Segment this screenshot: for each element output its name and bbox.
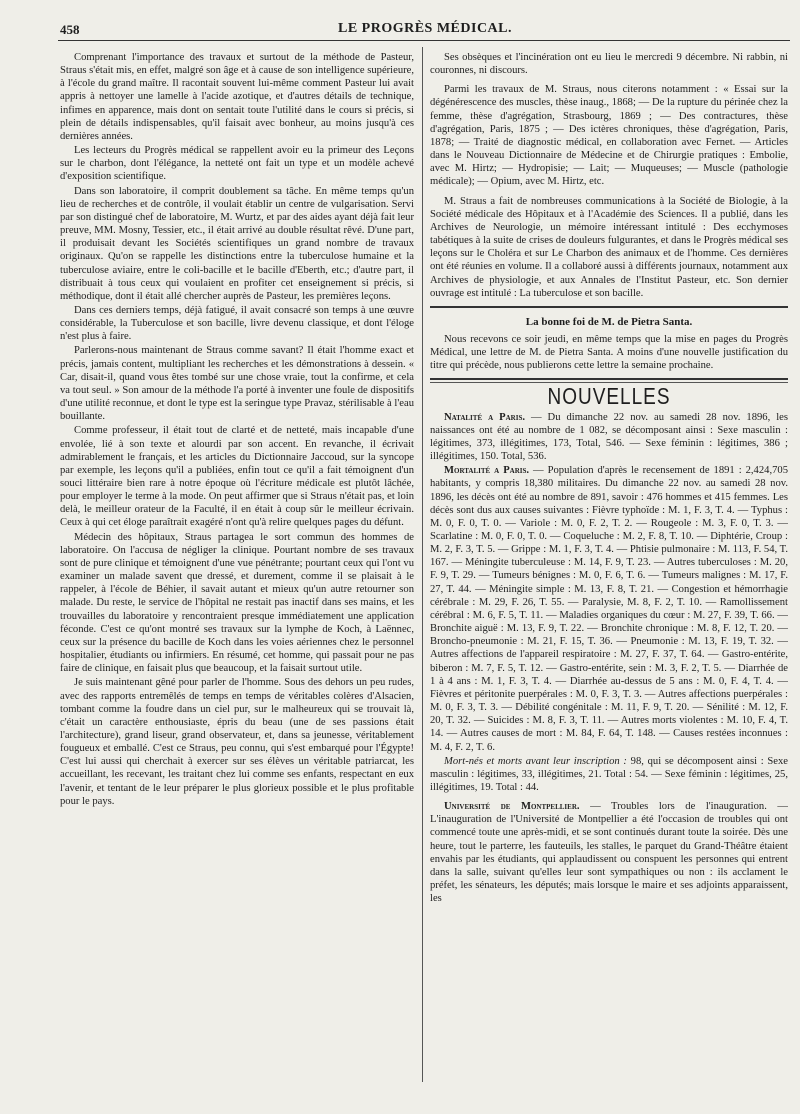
paragraph: M. Straus a fait de nombreuses communications à la Société de Biologie, à la Société médicale des Hôpitaux et à l'Académie des Sciences. Il a publié, dans les Archives de Neurologie, un mémoire intéressant intitulé : Des ecchymoses tabétiques à la suite de crises de douleurs fulgurantes, et dans le Progrès médical ses leçons sur le Choléra et sur Le Charbon des animaux et de l'homme. Ces dernières ont été réunies en volume. Il a collaboré aussi à différents journaux, notamment aux Archives de physiologie, et aux Annales de l'Institut Pasteur, etc. Son dernier ouvrage est intitulé : La tuberculose et son bacille. <box>430 195 788 299</box>
header-rule <box>58 40 790 41</box>
news-text: — Du dimanche 22 nov. au samedi 28 nov. 1896, les naissances ont été au nombre de 1 082, se décomposant ainsi : Sexe masculin : légitimes, 373, illégitimes, 173, Total, 546. — Sexe féminin : légitimes, 386 ; illégitimes, 150. Total, 536. <box>430 411 788 463</box>
page-number: 458 <box>60 22 80 37</box>
paragraph: Médecin des hôpitaux, Straus partagea le sort commun des hommes de laboratoire. On l'accusa de négliger la clinique. Pourtant nombre de ses travaux sont de pure clinique et témoignent d'une vue pénétrante; pourtant ceux qui l'ont vu examiner un malade savent que dressé, et durement, comme il se plaisait à le rappeler, à l'école de Béhier, il savait autant et mieux qu'un autre retourner son malade. Du reste, le service de l'hôpital ne restait pas inactif dans ses mains, et les trouvailles du laboratoire y rencontraient presque immédiatement une application féconde. C'est ce qu'ont montré ses travaux sur la lymphe de Koch, à Laënnec, ceux sur la présence du bacille de Koch dans les voies aériennes chez le personnel hospitalier, étudiants ou infirmiers. En résumé, cet homme, qui passait pour ne pas faire de clinique, en faisait plus que beaucoup, et la faisait surtout utile. <box>60 531 414 675</box>
news-label: Natalité a Paris. <box>444 411 525 423</box>
news-text: 98, qui se décomposent ainsi : Sexe masculin : légitimes, 33, illégitimes, 21. Total : 54. — Sexe féminin : légitimes, 25, illégitimes, 19. Total : 44. <box>430 755 788 793</box>
journal-title: LE PROGRÈS MÉDICAL. <box>337 21 513 36</box>
section-rule <box>430 382 788 383</box>
paragraph: Comprenant l'importance des travaux et surtout de la méthode de Pasteur, Straus s'était mis, en effet, malgré son âge et à cause de son intelligence supérieure, à l'école du grand maître. Il racontait souvent lui-même comment Pasteur lui avait appris à nettoyer une lamelle à l'acide azotique, et d'autres détails de technique, infimes en apparence, mais dont on sentait toute l'utilité dans le cours si précis, si plein de détails indispensables, qu'il faisait avec bonheur, au moins jusqu'à ces dernières années. <box>60 52 414 142</box>
section-rule <box>430 306 788 308</box>
paragraph: Les lecteurs du Progrès médical se rappellent avoir eu la primeur des Leçons sur le charbon, dont l'élégance, la netteté ont fait un type et un modèle achevé d'exposition scientifique. <box>60 145 414 183</box>
paragraph: Parmi les travaux de M. Straus, nous citerons notamment : « Essai sur la dégénérescence des muscles, thèse inaug., 1868; — De la rupture du périnée chez la femme, thèse d'agrégation, Strasbourg, 1869 ; — Des contractures, thèse d'agrégation, Paris, 1875 ; — Des ictères chroniques, thèse d'agrégation, Paris, 1878; — Traité de diagnostic médical, en collaboration avec Fernet. — Articles dans le Nouveau Dictionnaire de Médecine et de Chirurgie pratiques : Embolie, avec M. Hirtz; — Hydropisie; — Lait; — Muqueuses; — Muscle (pathologie médicale); — Opium, avec M. Hirtz, etc. <box>430 84 788 188</box>
paragraph: Comme professeur, il était tout de clarté et de netteté, mais incapable d'une envolée, lié à son texte et alourdi par son accent. En revanche, il écrivait admirablement le français, et les articles du Dictionnaire Jaccoud, sur la syncope par exemple, les leçons qu'il a publiées, enfin tout ce qu'il a fait témoignent d'un souci littéraire bien rare à notre époque où l'écriture médicale est plutôt lâchée, pour employer le terme à la mode. On peut affirmer que si Straus n'était pas, et loin delà, le meilleur orateur de la Faculté, il en était à coup sûr le meilleur écrivain. Ceux à qui cet éloge paraîtrait exagéré n'ont qu'à relire quelques pages du défunt. <box>60 425 414 529</box>
news-text: — Population d'après le recensement de 1891 : 2,424,705 habitants, y compris 18,380 militaires. Du dimanche 22 nov. au samedi 28 nov. 1896, les décès ont été au nombre de 891, savoir : 476 hommes et 415 femmes. Les décès sont dus aux causes suivantes : Fièvre typhoïde : M. 1, F. 3, T. 4. — Typhus : M. 0, F. 0, T. 0. — Variole : M. 0, F. 2, T. 2. — Rougeole : M. 3, F. 0, T. 3. — Scarlatine : M. 0, F. 0, T. 0. — Coqueluche : M. 2, F. 8, T. 10. — Diphtérie, Croup : M. 2, F. 3, T. 5. — Grippe : M. 1, F. 3, T. 4. — Phtisie pulmonaire : M. 113, F. 54, T. 167. — Méningite tuberculeuse : M. 14, F. 9, T. 23. — Autres tuberculoses : M. 20, F. 9, T. 29. — Tumeurs bénignes : M. 0, F. 6, T. 6. — Tumeurs malignes : M. 17, F. 27, T. 44. — Méningite simple : M. 13, F. 8, T. 21. — Congestion et hémorrhagie cérébrale : M. 29, F. 26, T. 55. — Paralysie, M. 8, F. 2, T. 10. — Ramollissement cérébral : M. 6, F. 5, T. 11. — Maladies organiques du cœur : M. 27, F. 39, T. 66. — Bronchite aiguë : M. 13, F. 9, T. 22. — Bronchite chronique : M. 8, F. 12, T. 20. — Broncho-pneumonie : M. 21, F. 15, T. 36. — Pneumonie : M. 13, F. 19, T. 32. — Autres affections de l'appareil respiratoire : M. 27, F. 37, T. 64. — Gastro-entérite, biberon : M. 7, F. 5, T. 12. — Gastro-entérite, sein : M. 3, F. 2, T. 5. — Diarrhée de 1 à 4 ans : M. 1, F. 3, T. 4. — Diarrhée au-dessus de 5 ans : M. 0, F. 4, T. 4. — Fièvres et péritonite puerpérales : M. 0, F. 3, T. 3. — Autres affections puerpérales : M. 0, F. 3, T. 3. — Débilité congénitale : M. 11, F. 9, T. 20. — Sénilité : M. 12, F. 20, T. 32. — Suicides : M. 8, F. 3, T. 11. — Autres morts violentes : M. 10, F. 4, T. 14. — Autres causes de mort : M. 84, F. 64, T. 148. — Causes restées inconnues : M. 4, F. 2, T. 6. <box>430 465 788 753</box>
paragraph: Parlerons-nous maintenant de Straus comme savant? Il était l'homme exact et précis, jamais content, multipliant les recherches et les démonstrations à dessein. « Car, disait-il, quand vous êtes tombé sur une chose vraie, tout la confirme, et cela va tout seul. » Son amour de la méthode l'a porté à inventer une foule de dispositifs d'une utilité reconnue, et dont le type est la seringue type Pravaz, stérilisable à l'eau bouillante. <box>60 345 414 423</box>
column-divider <box>422 47 423 1082</box>
news-label: Mortalité a Paris. <box>444 465 530 477</box>
news-text: — Troubles lors de l'inauguration. — L'inauguration de l'Université de Montpellier a été l'occasion de troubles qui ont commencé toute une après-midi, et se sont continués durant toute la soirée. Dès une heure, tout le parterre, les fauteuils, les stalles, le parquet du Grand-Théâtre étaient envahis par les étudiants, qui applaudissent ou conspuent les personnes qui entrent dans la salle, suivant qu'elles leur sont sympathiques ou non : ils acclament le préfet, les sénateurs, les députés; mais lorsque le maire et ses adjoints apparaissent, les <box>430 801 788 905</box>
section-title: La bonne foi de M. de Pietra Santa. <box>525 315 693 328</box>
news-item <box>430 464 788 753</box>
news-label: Mort-nés et morts avant leur inscription : <box>444 755 627 767</box>
paragraph: Je suis maintenant gêné pour parler de l'homme. Sous des dehors un peu rudes, avec des rapports entremêlés de temps en temps de véritables colères d'Alsacien, tombant comme la foudre dans un ciel pur, sur le malheureux qui se trouvait là, c'était un caractère enthousiaste, épris du beau (une de ses passions était l'architecture), grand liseur, grand observateur, et, dans sa jeunesse, véritablement fougueux et emballé. C'est ce Straus, peu connu, qui s'est embarqué pour l'Égypte! C'est lui aussi qui cherchait à exercer sur ses élèves un véritable patriarcat, les accueillant, les recevant, les traitant chez lui comme ses enfants, respectant en eux l'avenir, et tentant de le leur préparer le plus glorieux possible et le plus profitable pour le pays. <box>60 677 414 807</box>
section-rule <box>430 378 788 380</box>
paragraph: Ses obsèques et l'incinération ont eu lieu le mercredi 9 décembre. Ni rabbin, ni couronnes, ni discours. <box>430 52 788 77</box>
news-item <box>430 800 788 905</box>
nouvelles-heading: NOUVELLES <box>547 385 671 411</box>
right-column <box>430 51 788 1086</box>
news-item <box>430 755 788 794</box>
news-label: Université de Montpellier. <box>444 801 580 813</box>
paragraph: Nous recevons ce soir jeudi, en même temps que la mise en pages du Progrès Médical, une lettre de M. de Pietra Santa. A moins d'une nouvelle justification du titre qui précède, nous publierons cette lettre la semaine prochaine. <box>430 333 788 372</box>
news-item <box>430 411 788 464</box>
paragraph: Dans ces derniers temps, déjà fatigué, il avait consacré son temps à une œuvre considérable, la Tuberculose et son bacille, livre devenu classique, et dont l'éloge n'est plus à faire. <box>60 304 414 343</box>
page-header <box>60 18 790 40</box>
left-column <box>60 51 414 1086</box>
paragraph: Dans son laboratoire, il comprit doublement sa tâche. En même temps qu'un lieu de recherches et de contrôle, il voulait établir un centre de vulgarisation. Servi par son distingué chef de laboratoire, M. Wurtz, et par des aides ayant déjà fait leur preuve, MM. Mosny, Tessier, etc., il était arrivé au double résultat rêvé. D'une part, il produisait devant les Sociétés scientifiques un grand nombre de travaux originaux. Qu'on se rappelle les distinctions entre la tuberculose humaine et la tuberculose aviaire, entre le coli-bacille et le bacille d'Eberth, etc.; d'autre part, il distribuait à tous ceux qui voulaient en profiter cet enseignement si précis, si méthodique, dont il était allé chercher auprès de Pasteur, les premières leçons. <box>60 185 414 302</box>
